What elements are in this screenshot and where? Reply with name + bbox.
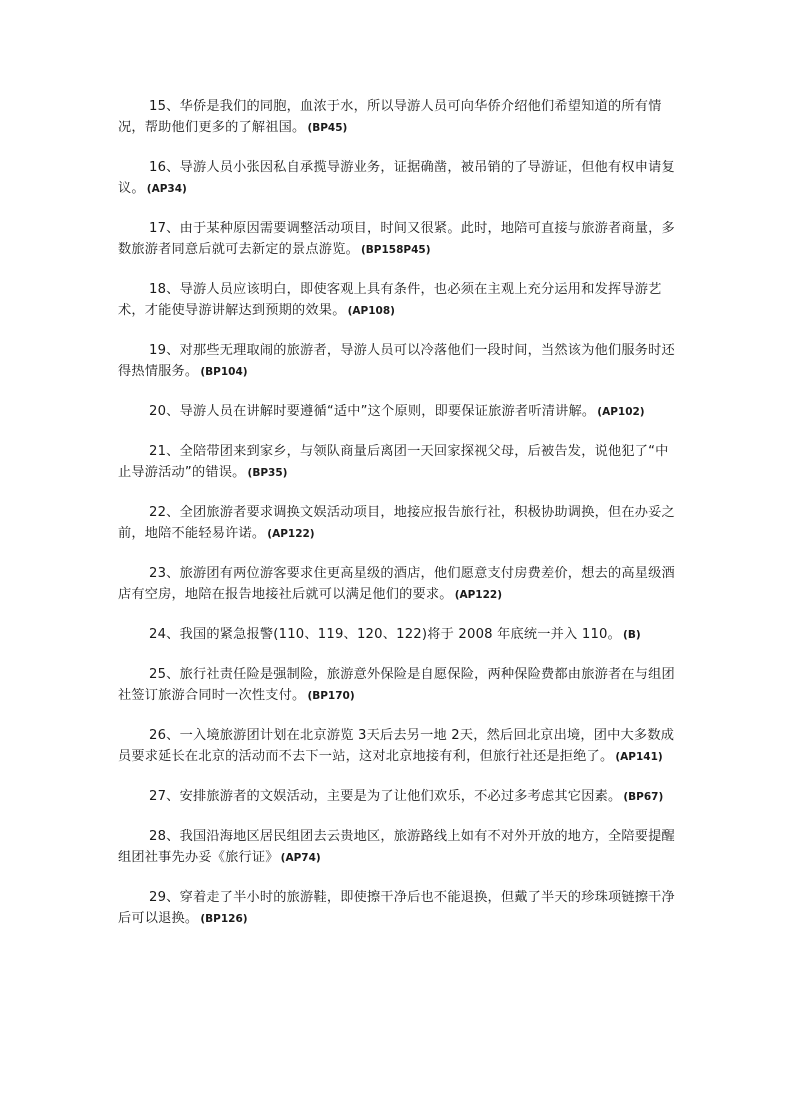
question-15-text: 15、华侨是我们的同胞，血浓于水，所以导游人员可向华侨介绍他们希望知道的所有情况，帮助他们更多的了解祖国。 bbox=[118, 99, 662, 135]
question-27-ref: (BP67) bbox=[623, 791, 664, 803]
question-26 bbox=[118, 725, 678, 768]
question-20-text: 20、导游人员在讲解时要遵循“适中”这个原则，即要保证旅游者听清讲解。 bbox=[149, 404, 596, 419]
question-16 bbox=[118, 157, 678, 200]
question-25-ref: (BP170) bbox=[307, 690, 355, 702]
question-23 bbox=[118, 563, 678, 606]
question-29-text: 29、穿着走了半小时的旅游鞋，即使擦干净后也不能退换，但戴了半天的珍珠项链擦干净后可以退换。 bbox=[118, 890, 675, 926]
question-25 bbox=[118, 664, 678, 707]
question-28-text: 28、我国沿海地区居民组团去云贵地区，旅游路线上如有不对外开放的地方，全陪要提醒组团社事先办妥《旅行证》 bbox=[118, 829, 675, 865]
question-21 bbox=[118, 441, 678, 484]
question-22-ref: (AP122) bbox=[267, 528, 315, 540]
question-17-text: 17、由于某种原因需要调整活动项目，时间又很紧。此时，地陪可直接与旅游者商量，多数旅游者同意后就可去新定的景点游览。 bbox=[118, 221, 675, 257]
question-19-ref: (BP104) bbox=[200, 366, 248, 378]
question-25-text: 25、旅行社责任险是强制险，旅游意外保险是自愿保险，两种保险费都由旅游者在与组团社签订旅游合同时一次性支付。 bbox=[118, 667, 675, 703]
question-23-text: 23、旅游团有两位游客要求住更高星级的酒店，他们愿意支付房费差价，想去的高星级酒店有空房，地陪在报告地接社后就可以满足他们的要求。 bbox=[118, 566, 675, 602]
question-22-text: 22、全团旅游者要求调换文娱活动项目，地接应报告旅行社，积极协助调换，但在办妥之前，地陪不能轻易许诺。 bbox=[118, 505, 675, 541]
question-24 bbox=[118, 624, 678, 646]
question-29-ref: (BP126) bbox=[200, 913, 248, 925]
question-21-text: 21、全陪带团来到家乡，与领队商量后离团一天回家探视父母，后被告发，说他犯了“中止导游活动”的错误。 bbox=[118, 444, 669, 480]
question-19-text: 19、对那些无理取闹的旅游者，导游人员可以冷落他们一段时间，当然该为他们服务时还得热情服务。 bbox=[118, 343, 675, 379]
question-26-text: 26、一入境旅游团计划在北京游览 3天后去另一地 2天，然后回北京出境，团中大多数成员要求延长在北京的活动而不去下一站，这对北京地接有利，但旅行社还是拒绝了。 bbox=[118, 728, 675, 764]
question-24-ref: (B) bbox=[623, 629, 641, 641]
question-18-ref: (AP108) bbox=[347, 305, 395, 317]
question-15 bbox=[118, 96, 678, 139]
question-20-ref: (AP102) bbox=[597, 406, 645, 418]
question-28 bbox=[118, 826, 678, 869]
question-21-ref: (BP35) bbox=[247, 467, 288, 479]
question-16-ref: (AP34) bbox=[146, 183, 187, 195]
question-19 bbox=[118, 340, 678, 383]
question-27 bbox=[118, 786, 678, 808]
question-20 bbox=[118, 401, 678, 423]
question-17 bbox=[118, 218, 678, 261]
question-15-ref: (BP45) bbox=[307, 122, 348, 134]
question-27-text: 27、安排旅游者的文娱活动，主要是为了让他们欢乐，不必过多考虑其它因素。 bbox=[149, 789, 622, 804]
question-26-ref: (AP141) bbox=[615, 751, 663, 763]
true-false-question-list bbox=[118, 96, 678, 948]
question-28-ref: (AP74) bbox=[280, 852, 321, 864]
question-18 bbox=[118, 279, 678, 322]
question-17-ref: (BP158P45) bbox=[360, 244, 431, 256]
question-23-ref: (AP122) bbox=[454, 589, 503, 601]
question-22 bbox=[118, 502, 678, 545]
question-29 bbox=[118, 887, 678, 930]
question-16-text: 16、导游人员小张因私自承揽导游业务，证据确凿，被吊销的了导游证，但他有权申请复议。 bbox=[118, 160, 675, 196]
question-24-text: 24、我国的紧急报警(110、119、120、122)将于 2008 年底统一并入 110。 bbox=[149, 627, 622, 642]
question-18-text: 18、导游人员应该明白，即使客观上具有条件，也必须在主观上充分运用和发挥导游艺术，才能使导游讲解达到预期的效果。 bbox=[118, 282, 662, 318]
